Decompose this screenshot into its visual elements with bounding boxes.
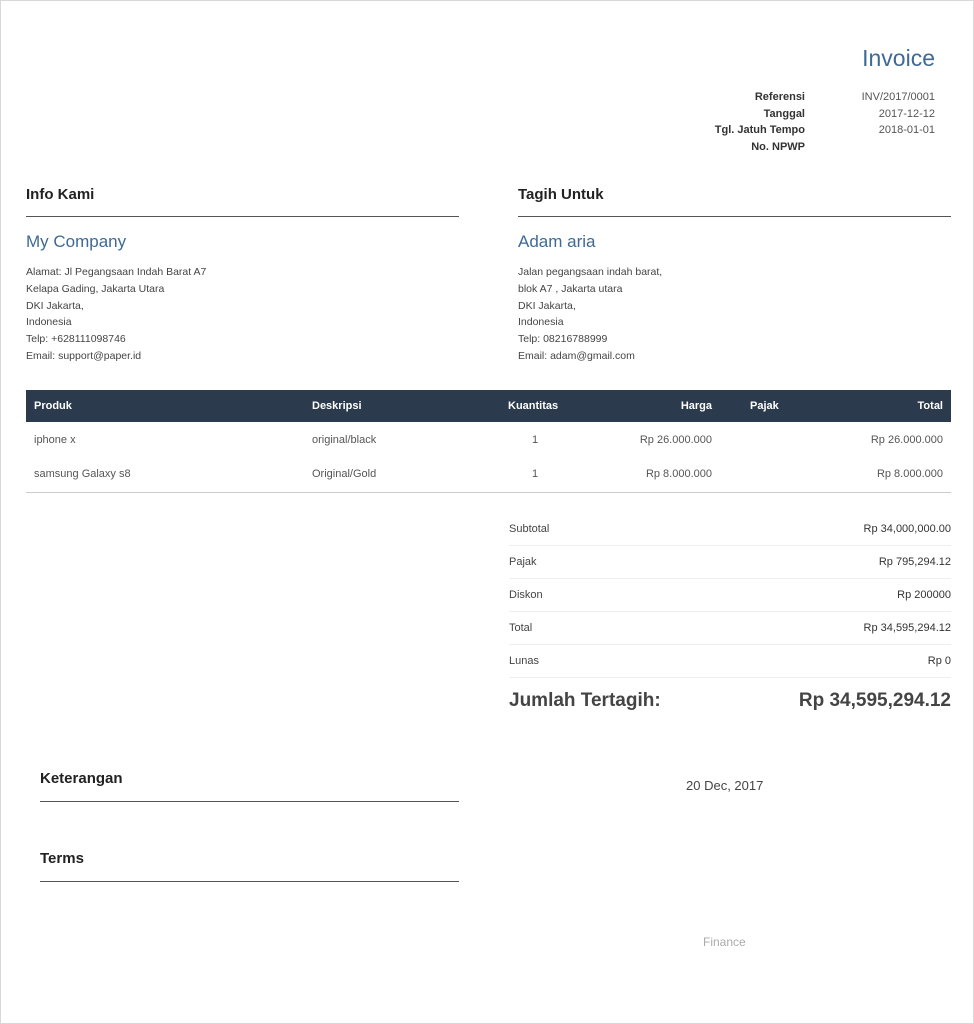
meta-value: 2017-12-12 — [878, 107, 935, 120]
col-header-product: Produk — [26, 390, 304, 422]
cell-product: samsung Galaxy s8 — [26, 457, 304, 492]
cell-total: Rp 8.000.000 — [800, 457, 951, 492]
to-address-line: Indonesia — [518, 316, 564, 329]
amount-due — [509, 690, 951, 712]
cell-price: Rp 8.000.000 — [570, 457, 720, 492]
cell-tax — [720, 422, 800, 457]
summary-label: Diskon — [509, 589, 543, 601]
meta-row-due-date — [625, 122, 935, 139]
summary-value: Rp 34,595,294.12 — [863, 622, 951, 634]
summary-row-tax — [509, 546, 951, 579]
meta-value: INV/2017/0001 — [861, 91, 935, 103]
from-company-name: My Company — [26, 232, 127, 251]
to-customer-name: Adam aria — [518, 232, 596, 251]
items-table — [26, 390, 951, 493]
cell-product: iphone x — [34, 433, 76, 446]
to-address-line: DKI Jakarta, — [518, 299, 576, 312]
meta-row-reference — [625, 89, 935, 106]
col-header-total: Total — [800, 390, 951, 422]
col-header-price: Harga — [570, 390, 720, 422]
meta-row-date — [625, 106, 935, 123]
cell-price: Rp 26.000.000 — [639, 433, 712, 446]
to-heading: Tagih Untuk — [518, 186, 604, 203]
summary-label: Lunas — [509, 655, 539, 667]
from-heading: Info Kami — [26, 186, 95, 203]
meta-label: Referensi — [754, 91, 805, 103]
meta-row-npwp — [625, 139, 935, 156]
from-address — [26, 264, 206, 365]
meta-value — [825, 139, 935, 156]
cell-quantity: 1 — [500, 457, 570, 492]
cell-tax — [720, 457, 800, 492]
from-address-line: DKI Jakarta, — [26, 299, 84, 312]
terms-heading: Terms — [40, 850, 84, 867]
summary-row-discount — [509, 579, 951, 612]
amount-due-label: Jumlah Tertagih: — [509, 690, 661, 711]
to-address — [518, 264, 662, 365]
meta-label: Tanggal — [763, 107, 805, 120]
summary-row-paid — [509, 645, 951, 678]
remarks-divider — [40, 801, 459, 802]
to-email: Email: adam@gmail.com — [518, 349, 635, 362]
cell-total: Rp 26.000.000 — [870, 433, 943, 446]
to-address-line: Jalan pegangsaan indah barat, — [518, 266, 663, 278]
from-email: Email: support@paper.id — [26, 349, 142, 362]
invoice-meta — [625, 89, 935, 155]
summary-row-total — [509, 612, 951, 645]
table-header-row — [26, 390, 951, 422]
from-phone: Telp: +628111098746 — [26, 333, 126, 346]
from-divider — [26, 216, 459, 217]
cell-description: original/black — [312, 433, 377, 446]
invoice-summary — [509, 513, 951, 712]
from-address-line: Alamat: Jl Pegangsaan Indah Barat A7 — [26, 266, 207, 278]
summary-label: Pajak — [509, 556, 537, 568]
summary-value: Rp 795,294.12 — [878, 556, 951, 568]
summary-row-subtotal — [509, 513, 951, 546]
meta-label: No. NPWP — [751, 140, 805, 153]
col-header-description: Deskripsi — [304, 390, 500, 422]
remarks-heading: Keterangan — [40, 770, 123, 787]
to-divider — [518, 216, 951, 217]
table-row — [26, 457, 951, 492]
invoice-title: Invoice — [862, 45, 935, 71]
summary-value: Rp 200000 — [897, 589, 951, 601]
from-address-line: Kelapa Gading, Jakarta Utara — [26, 282, 165, 295]
cell-quantity: 1 — [531, 433, 539, 446]
summary-label: Total — [509, 622, 533, 634]
to-address-line: blok A7 , Jakarta utara — [518, 282, 623, 295]
signature-date: 20 Dec, 2017 — [686, 778, 764, 793]
to-phone: Telp: 08216788999 — [518, 333, 608, 346]
table-row — [26, 422, 951, 457]
amount-due-value: Rp 34,595,294.12 — [798, 690, 951, 711]
summary-value: Rp 0 — [927, 655, 951, 667]
terms-divider — [40, 881, 459, 882]
meta-label: Tgl. Jatuh Tempo — [714, 124, 805, 136]
signature-role: Finance — [703, 935, 746, 949]
meta-value: 2018-01-01 — [878, 124, 935, 136]
summary-label: Subtotal — [509, 523, 550, 535]
cell-description: Original/Gold — [304, 457, 500, 492]
col-header-quantity: Kuantitas — [500, 390, 570, 422]
from-address-line: Indonesia — [26, 316, 72, 329]
summary-value: Rp 34,000,000.00 — [863, 523, 951, 535]
col-header-tax: Pajak — [720, 390, 800, 422]
